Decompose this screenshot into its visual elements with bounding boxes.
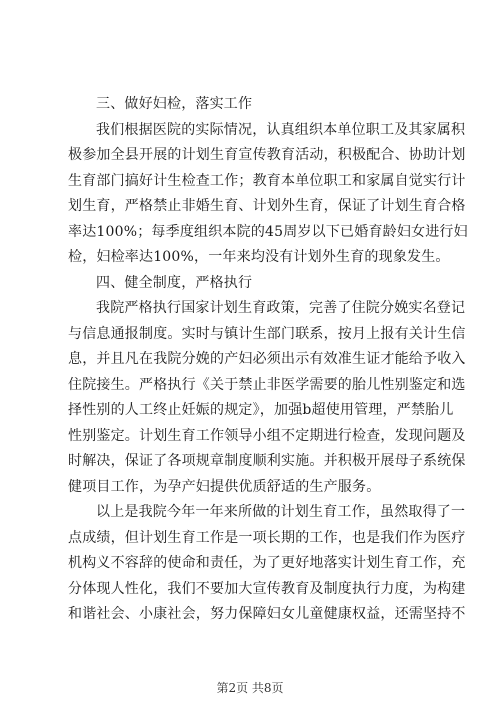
paragraph-line: 住院接生。严格执行《关于禁止非医学需要的胎儿性别鉴定和选 [68, 376, 466, 393]
section-heading-4: 四、健全制度，严格执行 [96, 274, 253, 291]
paragraph-line: 我们根据医院的实际情况，认真组织本单位职工及其家属积 [96, 121, 466, 138]
paragraph-line: 息，并且凡在我院分娩的产妇必须出示有效准生证才能给予收入 [68, 351, 466, 367]
document-body [68, 92, 468, 628]
paragraph-line: 我院严格执行国家计划生育政策，完善了住院分娩实名登记 [96, 300, 466, 316]
paragraph-line: 分体现人性化，我们不要加大宣传教育及制度执行力度，为构建 [68, 580, 466, 597]
paragraph-line: 生育部门搞好计生检查工作；教育本单位职工和家属自觉实行计 [68, 172, 466, 189]
paragraph-line: 和谐社会、小康社会，努力保障妇女儿童健康权益，还需坚持不 [68, 606, 466, 622]
paragraph-line: 健项目工作，为孕产妇提供优质舒适的生产服务。 [68, 478, 381, 495]
paragraph-line: 率达100%；每季度组织本院的45周岁以下已婚育龄妇女进行妇 [68, 223, 468, 240]
section-heading-3: 三、做好妇检，落实工作 [96, 96, 253, 112]
paragraph-line: 时解决，保证了各项规章制度顺利实施。并积极开展母子系统保 [68, 453, 466, 469]
paragraph-line: 机构义不容辞的使命和责任，为了更好地落实计划生育工作，充 [68, 555, 466, 571]
paragraph-line: 与信息通报制度。实时与镇计生部门联系，按月上报有关计生信 [68, 325, 466, 342]
paragraph-line: 划生育，严格禁止非婚生育、计划外生育，保证了计划生育合格 [68, 198, 466, 214]
page-number-footer: 第2页 共8页 [216, 681, 284, 695]
paragraph-line: 以上是我院今年一年来所做的计划生育工作，虽然取得了一 [96, 504, 466, 520]
paragraph-line: 性别鉴定。计划生育工作领导小组不定期进行检查，发现问题及 [68, 427, 466, 444]
paragraph-line: 择性别的人工终止妊娠的规定》，加强b超使用管理，严禁胎儿 [68, 402, 454, 418]
paragraph-line: 点成绩，但计划生育工作是一项长期的工作，也是我们作为医疗 [68, 529, 466, 546]
paragraph-line: 检，妇检率达100%，一年来均没有计划外生育的现象发生。 [68, 249, 450, 265]
paragraph-line: 极参加全县开展的计划生育宣传教育活动，积极配合、协助计划 [68, 147, 466, 163]
